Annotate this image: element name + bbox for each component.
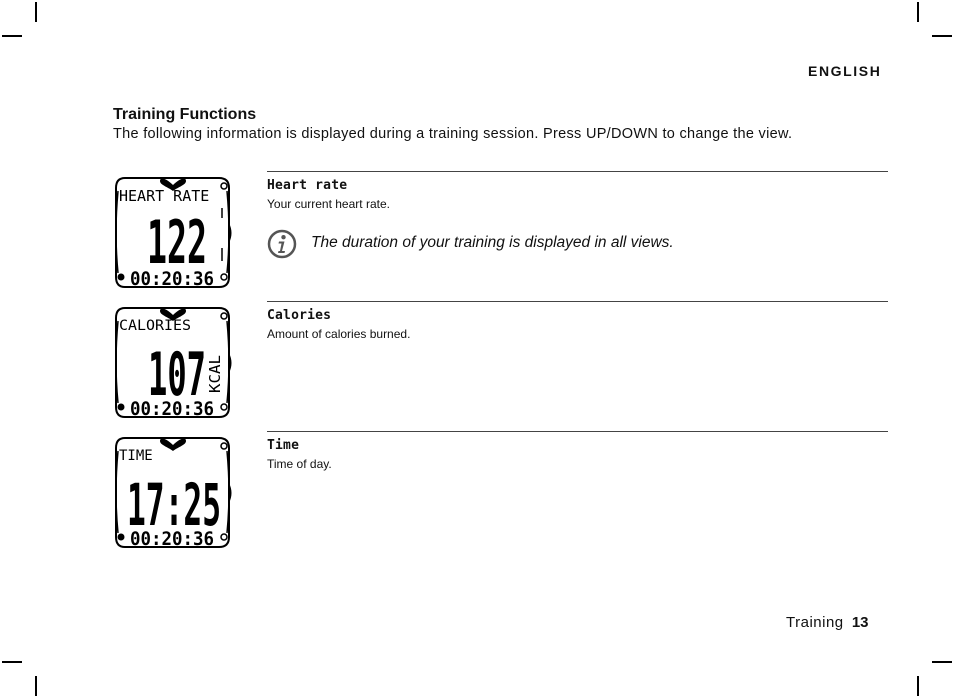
intro-text: The following information is displayed during a training session. Press UP/DOWN to change the view. xyxy=(113,126,793,142)
display-value: 17:25 xyxy=(127,471,221,539)
display-value: 122 xyxy=(147,208,207,278)
divider xyxy=(267,171,888,172)
crop-mark xyxy=(932,35,952,37)
watch-display-calories xyxy=(113,303,232,422)
crop-mark xyxy=(2,35,22,37)
display-duration: 00:20:36 xyxy=(130,398,214,420)
footer-section: Training xyxy=(786,614,844,631)
display-label: CALORIES xyxy=(119,318,191,334)
display-value: 107 xyxy=(148,340,206,410)
crop-mark xyxy=(932,661,952,663)
crop-mark xyxy=(35,676,37,696)
crop-mark xyxy=(35,2,37,22)
item-title-heart-rate: Heart rate xyxy=(267,178,348,193)
item-title-time: Time xyxy=(267,438,300,453)
item-desc-time: Time of day. xyxy=(267,457,332,471)
page-number: 13 xyxy=(851,614,869,631)
item-desc-heart-rate: Your current heart rate. xyxy=(267,197,390,211)
display-label: TIME xyxy=(119,448,153,464)
item-title-calories: Calories xyxy=(267,308,332,323)
display-duration: 00:20:36 xyxy=(130,528,214,550)
page-footer xyxy=(786,614,869,631)
watch-display-time xyxy=(113,433,232,552)
crop-mark xyxy=(917,676,919,696)
display-duration: 00:20:36 xyxy=(130,268,214,290)
language-label: ENGLISH xyxy=(808,63,882,79)
crop-mark xyxy=(2,661,22,663)
display-unit: KCAL xyxy=(206,356,224,393)
display-label: HEART RATE xyxy=(119,187,210,205)
info-icon xyxy=(267,229,297,259)
divider xyxy=(267,301,888,302)
note-text: The duration of your training is displayed in all views. xyxy=(311,234,674,251)
watch-display-heart-rate xyxy=(113,173,232,292)
crop-mark xyxy=(917,2,919,22)
item-desc-calories: Amount of calories burned. xyxy=(267,327,411,341)
divider xyxy=(267,431,888,432)
section-title: Training Functions xyxy=(113,106,257,123)
